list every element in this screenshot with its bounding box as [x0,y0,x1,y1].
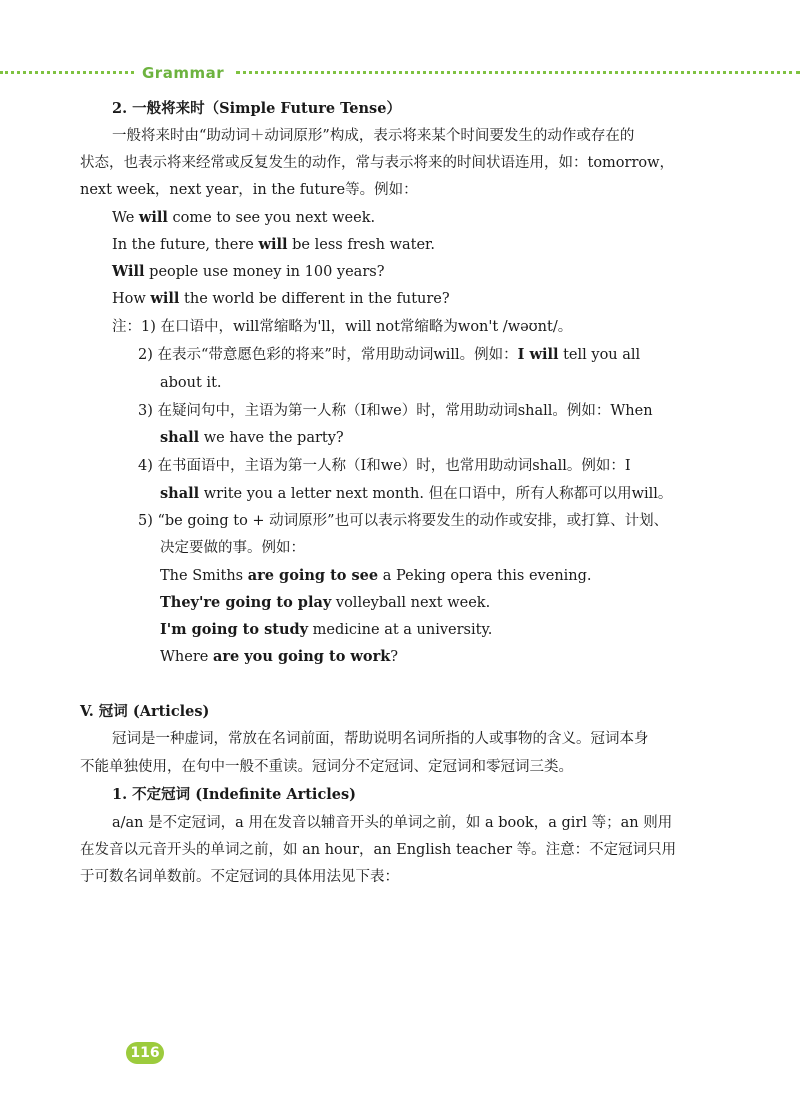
note-2: 2) 在表示“带意愿色彩的将来”时，常用助动词will。例如：I will tell you all [138,346,641,363]
note-4: 4) 在书面语中，主语为第一人称（I和we）时，也常用助动词shall。例如：I [138,458,631,474]
example-sentence: I'm going to study medicine at a university. [160,621,493,638]
section-heading-future-tense: 2. 一般将来时（Simple Future Tense） [112,100,401,117]
example-sentence: We will come to see you next week. [112,209,376,226]
note-5-continued: 决定要做的事。例如： [160,540,305,556]
paragraph-line: 于可数名词单数前。不定冠词的具体用法见下表： [80,869,399,885]
paragraph-line: 状态，也表示将来经常或反复发生的动作，常与表示将来的时间状语连用，如：tomorrow， [80,155,675,171]
paragraph-line: next week，next year，in the future等。例如： [80,182,418,198]
example-sentence: In the future, there will be less fresh water. [112,236,436,253]
example-sentence: Will people use money in 100 years? [112,263,385,280]
paragraph-line: 在发音以元音开头的单词之前，如 an hour，an English teacher 等。注意：不定冠词只用 [80,842,677,858]
note-5: 5) “be going to + 动词原形”也可以表示将要发生的动作或安排，或打算、计划、 [138,513,669,529]
subsection-heading-indefinite-articles: 1. 不定冠词 (Indefinite Articles) [112,786,357,803]
paragraph-line: 一般将来时由“助动词＋动词原形”构成，表示将来某个时间要发生的动作或存在的 [112,128,635,144]
note-2-continued: about it. [160,375,222,391]
section-heading-articles: V. 冠词 (Articles) [80,703,210,720]
paragraph-line: 冠词是一种虚词，常放在名词前面，帮助说明名词所指的人或事物的含义。冠词本身 [112,731,649,747]
header-dots-right [236,71,800,74]
header-title: Grammar [142,64,225,82]
page-header [0,62,800,84]
example-sentence: How will the world be different in the future? [112,290,450,307]
paragraph-line: a/an 是不定冠词，a 用在发音以辅音开头的单词之前，如 a book，a girl 等；an 则用 [112,815,673,831]
example-sentence: They're going to play volleyball next week. [160,594,491,611]
page-number: 116 [126,1042,164,1064]
note-4-continued: shall write you a letter next month. 但在口语中，所有人称都可以用will。 [160,485,673,502]
note-3-continued: shall we have the party? [160,429,344,446]
header-dots-left [0,71,134,74]
example-sentence: Where are you going to work? [160,648,399,665]
example-sentence: The Smiths are going to see a Peking opera this evening. [160,567,592,584]
note-1: 注：1) 在口语中，will常缩略为'll，will not常缩略为won't /wəʊnt/。 [112,319,573,335]
paragraph-line: 不能单独使用，在句中一般不重读。冠词分不定冠词、定冠词和零冠词三类。 [80,759,573,775]
note-3: 3) 在疑问句中，主语为第一人称（I和we）时，常用助动词shall。例如：When [138,403,653,419]
